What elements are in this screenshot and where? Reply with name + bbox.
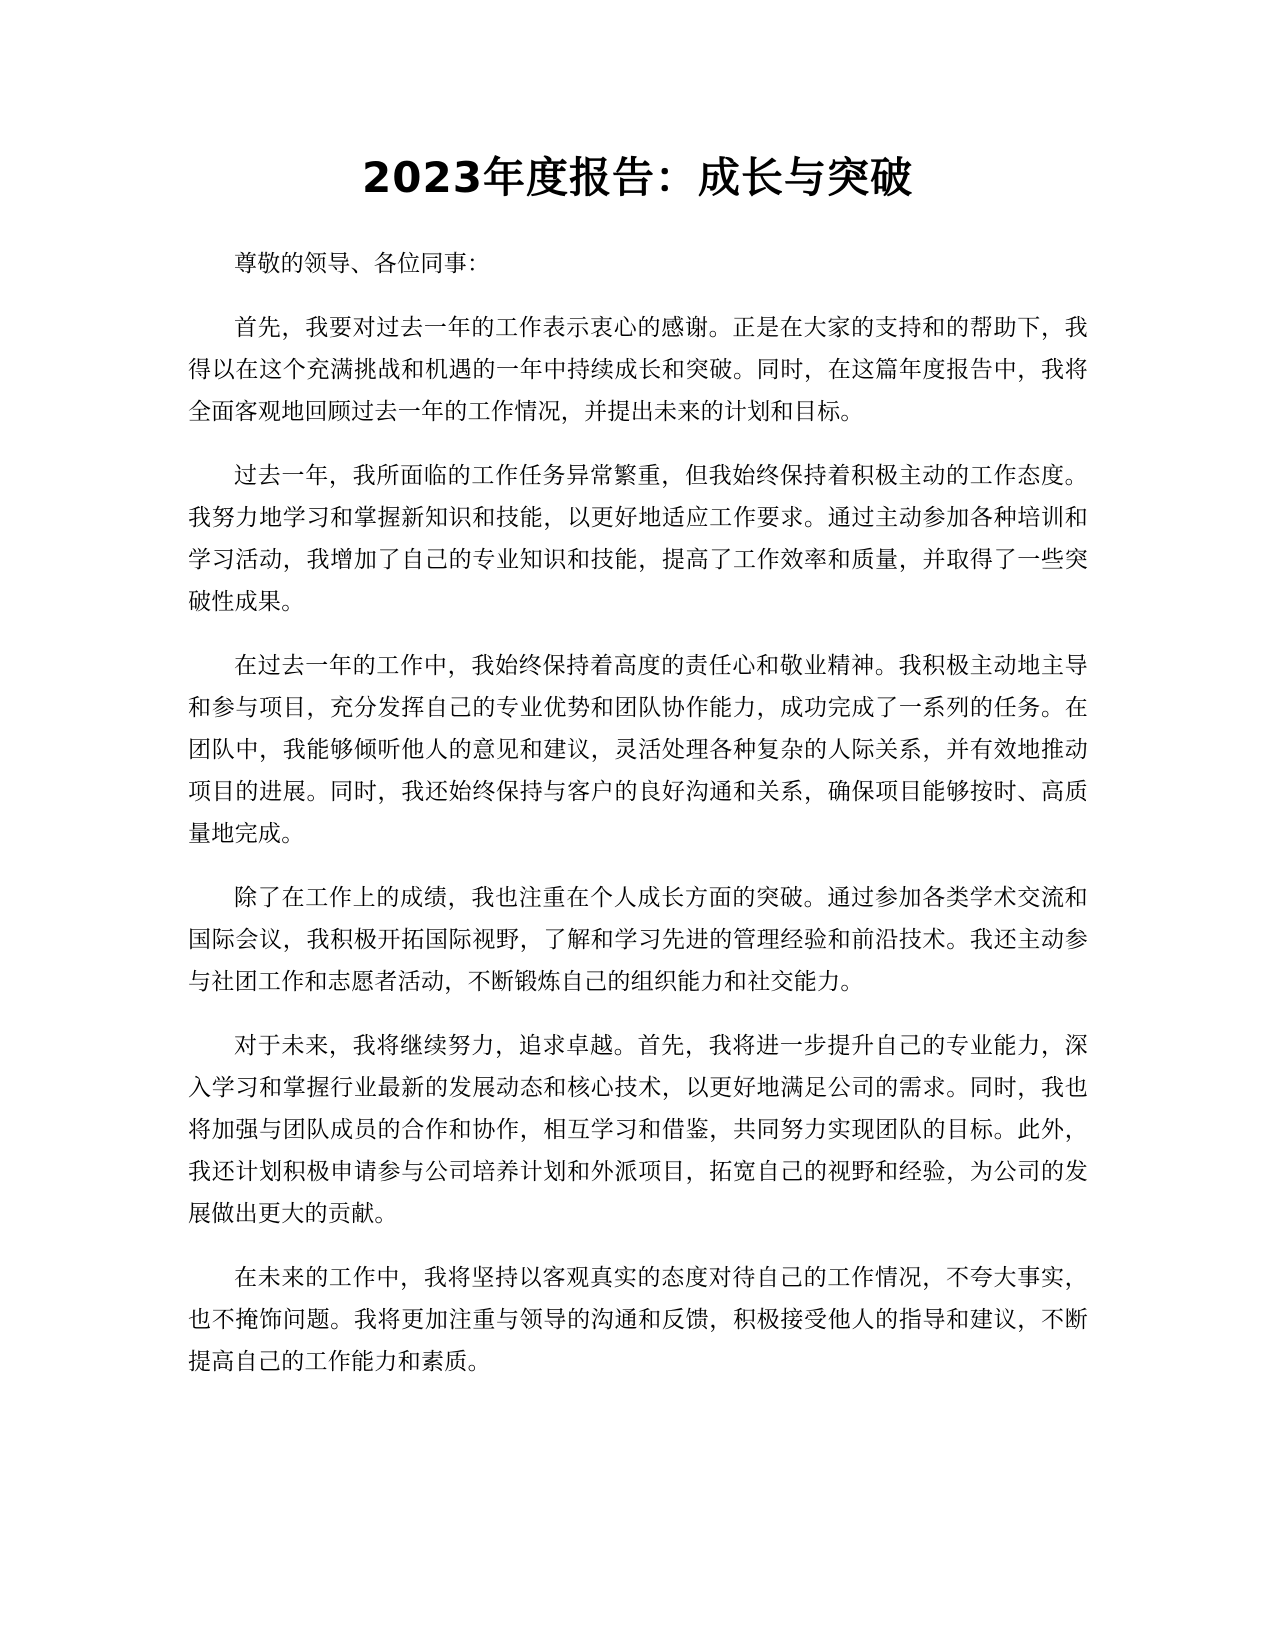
paragraph-2: 过去一年，我所面临的工作任务异常繁重，但我始终保持着积极主动的工作态度。我努力地学习和掌握新知识和技能，以更好地适应工作要求。通过主动参加各种培训和学习活动，我增加了自己的专业知识和技能，提高了工作效率和质量，并取得了一些突破性成果。 [188, 463, 1088, 615]
document-title: 2023年度报告：成长与突破 [362, 153, 913, 202]
paragraph-5: 对于未来，我将继续努力，追求卓越。首先，我将进一步提升自己的专业能力，深入学习和掌握行业最新的发展动态和核心技术，以更好地满足公司的需求。同时，我也将加强与团队成员的合作和协作，相互学习和借鉴，共同努力实现团队的目标。此外，我还计划积极申请参与公司培养计划和外派项目，拓宽自己的视野和经验，为公司的发展做出更大的贡献。 [188, 1033, 1088, 1227]
salutation: 尊敬的领导、各位同事： [234, 251, 491, 277]
paragraph-3: 在过去一年的工作中，我始终保持着高度的责任心和敬业精神。我积极主动地主导和参与项目，充分发挥自己的专业优势和团队协作能力，成功完成了一系列的任务。在团队中，我能够倾听他人的意见和建议，灵活处理各种复杂的人际关系，并有效地推动项目的进展。同时，我还始终保持与客户的良好沟通和关系，确保项目能够按时、高质量地完成。 [188, 653, 1088, 847]
document-body [188, 243, 1088, 1405]
paragraph-1: 首先，我要对过去一年的工作表示衷心的感谢。正是在大家的支持和的帮助下，我得以在这个充满挑战和机遇的一年中持续成长和突破。同时，在这篇年度报告中，我将全面客观地回顾过去一年的工作情况，并提出未来的计划和目标。 [188, 315, 1088, 425]
paragraph-4: 除了在工作上的成绩，我也注重在个人成长方面的突破。通过参加各类学术交流和国际会议，我积极开拓国际视野，了解和学习先进的管理经验和前沿技术。我还主动参与社团工作和志愿者活动，不断锻炼自己的组织能力和社交能力。 [188, 885, 1088, 995]
paragraph-6: 在未来的工作中，我将坚持以客观真实的态度对待自己的工作情况，不夸大事实，也不掩饰问题。我将更加注重与领导的沟通和反馈，积极接受他人的指导和建议，不断提高自己的工作能力和素质。 [188, 1265, 1088, 1375]
